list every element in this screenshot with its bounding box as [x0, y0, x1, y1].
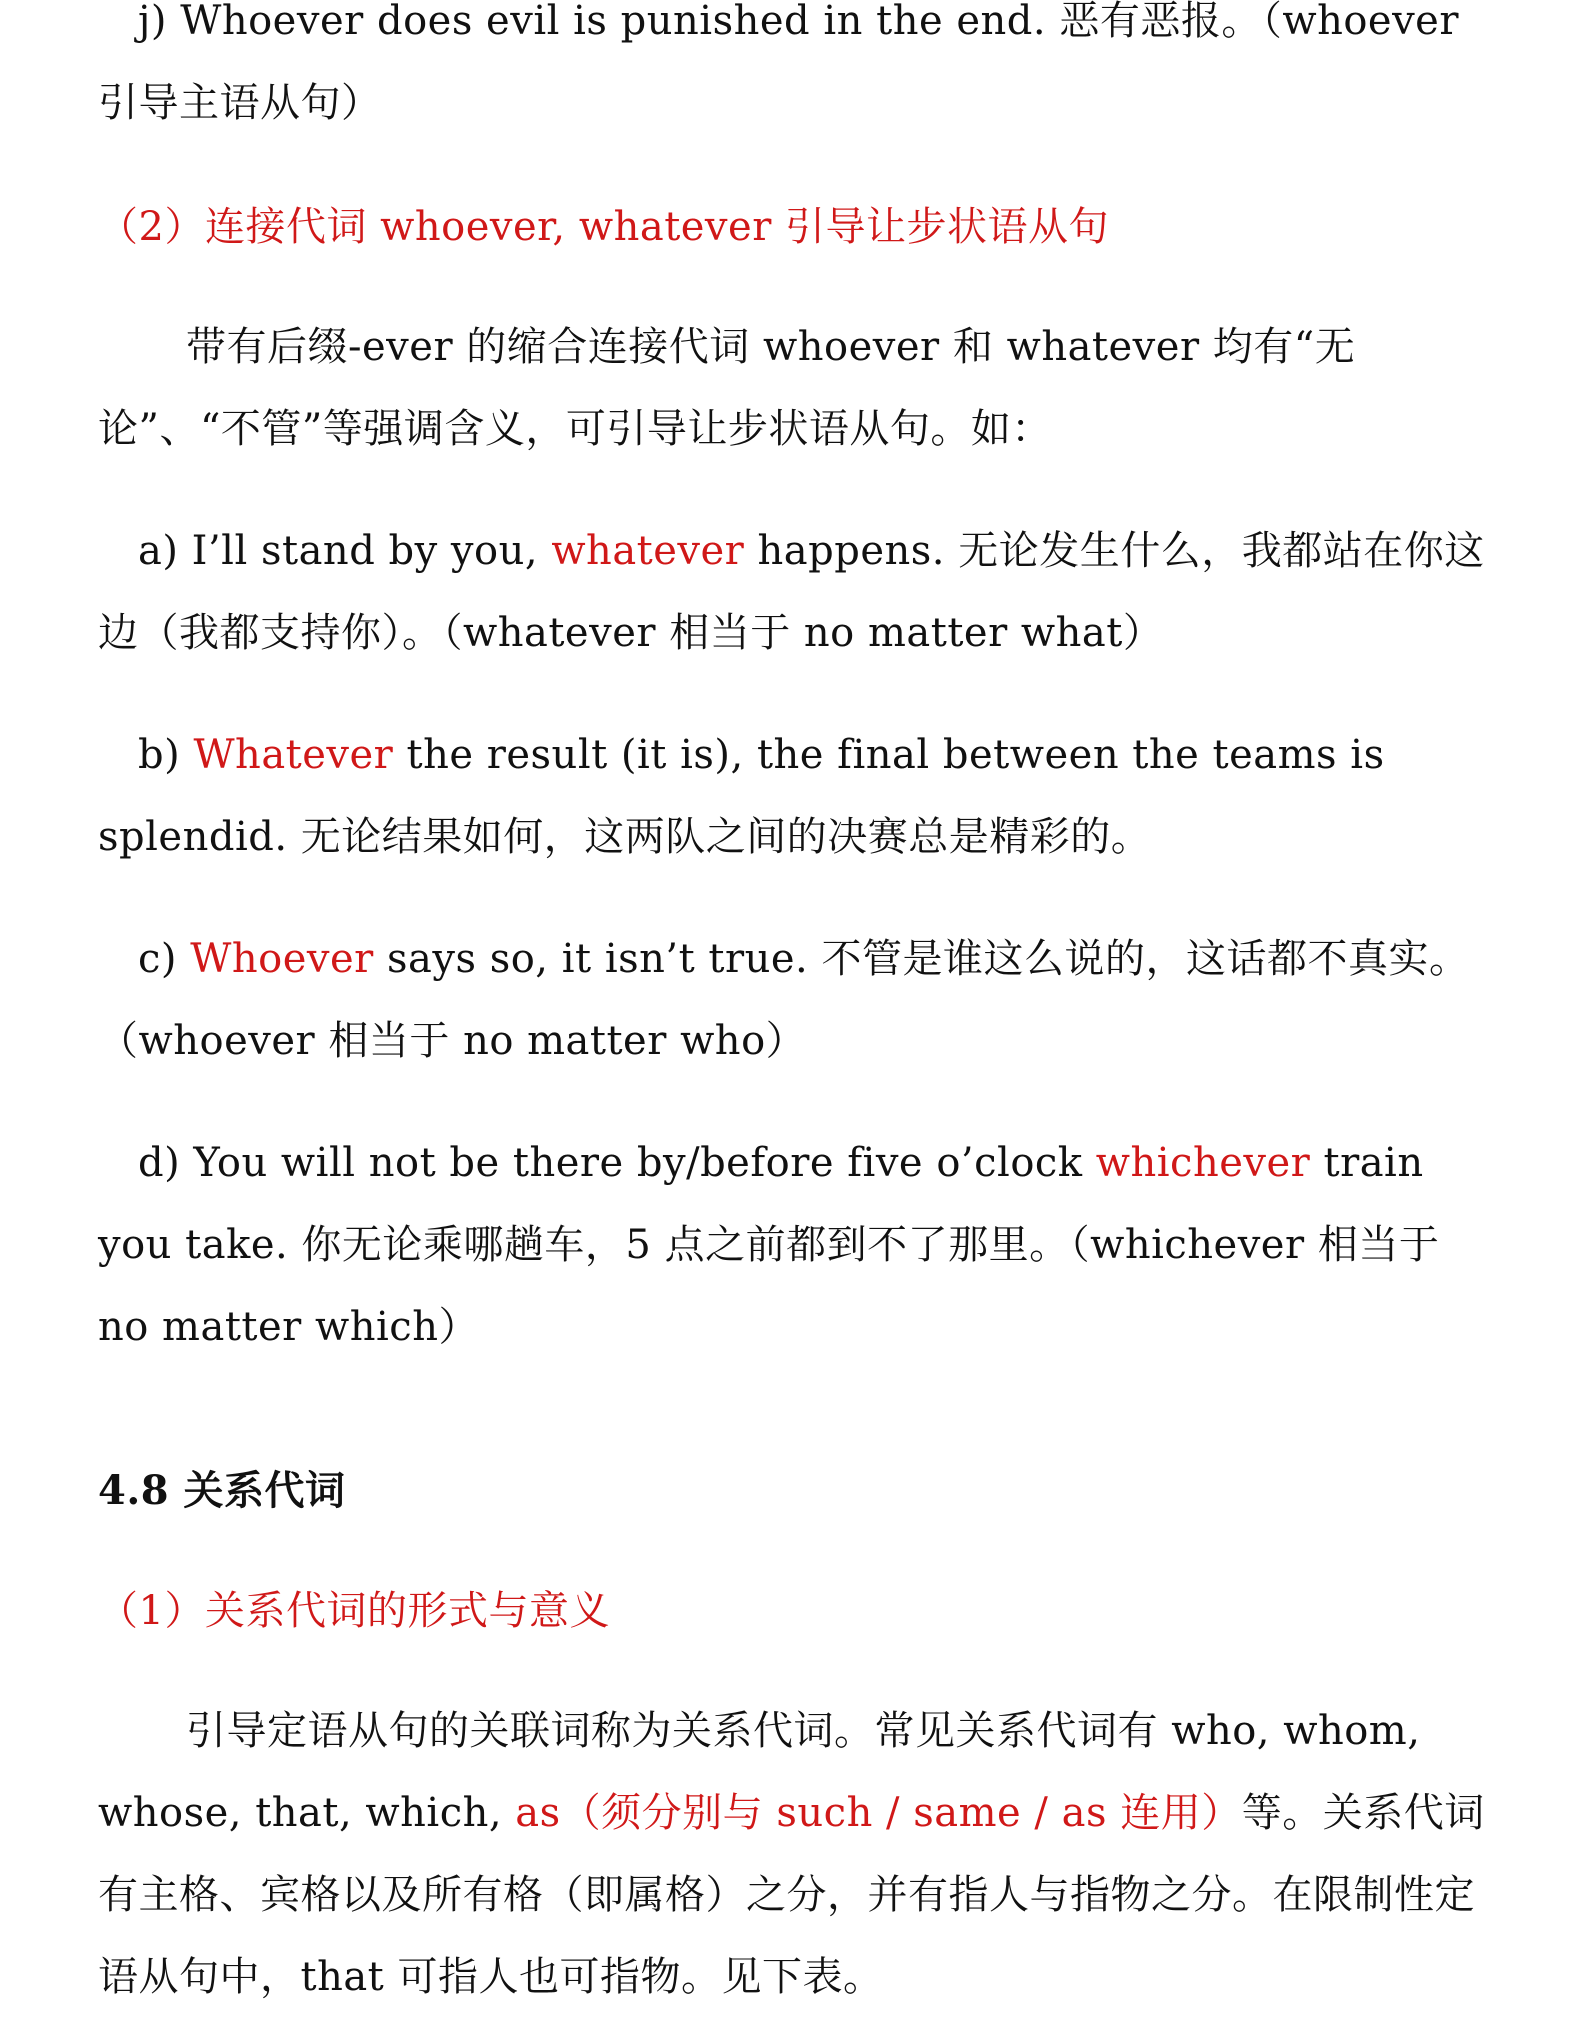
- intro-paragraph-1: [98, 1690, 1498, 2018]
- intro-paragraph-1-keyword: as（须分别与 such / same / as 连用）: [515, 1790, 1242, 1836]
- example-d-keyword: whichever: [1095, 1140, 1311, 1186]
- section-2-heading: [98, 186, 1498, 268]
- section-1-heading-text: （1）关系代词的形式与意义: [98, 1588, 610, 1634]
- example-a-keyword: whatever: [551, 528, 745, 574]
- example-b-post: the result (it is), the final between the teams is splendid. 无论结果如何，这两队之间的决赛总是精彩的。: [98, 732, 1385, 860]
- intro-paragraph-1-pre: 引导定语从句的关联词称为关系代词。常见关系代词有 who, whom, whose, that, which,: [98, 1708, 1421, 1836]
- example-a: [98, 510, 1498, 674]
- intro-paragraph-1-post: 等。关系代词有主格、宾格以及所有格（即属格）之分，并有指人与指物之分。在限制性定语从句中，that 可指人也可指物。见下表。: [98, 1790, 1485, 2000]
- section-4-8-heading-text: 4.8 关系代词: [98, 1467, 346, 1514]
- section-2-heading-text: （2）连接代词 whoever, whatever 引导让步状语从句: [98, 204, 1110, 250]
- example-c-post: says so, it isn’t true. 不管是谁这么说的，这话都不真实。: [373, 936, 1470, 982]
- example-j-text: j) Whoever does evil is punished in the end. 恶有恶报。（whoever 引导主语从句）: [98, 0, 1459, 126]
- example-d-post: train you take. 你无论乘哪趟车，5 点之前都到不了那里。（whichever 相当于 no matter which）: [98, 1140, 1440, 1350]
- example-j: [98, 0, 1498, 144]
- example-b-pre: b): [138, 732, 194, 778]
- intro-paragraph-2-text: 带有后缀-ever 的缩合连接代词 whoever 和 whatever 均有“无论”、“不管”等强调含义，可引导让步状语从句。如：: [98, 324, 1356, 452]
- section-4-8-heading: [98, 1450, 1498, 1532]
- example-b-keyword: Whatever: [193, 732, 394, 778]
- example-a-pre: a) I’ll stand by you,: [138, 528, 552, 574]
- example-b: [98, 714, 1498, 878]
- example-d-pre: d) You will not be there by/before five o’clock: [138, 1140, 1096, 1186]
- section-1-heading: [98, 1570, 1498, 1652]
- example-c-pre: c): [138, 936, 191, 982]
- example-d: [98, 1122, 1498, 1368]
- example-c-note: （whoever 相当于 no matter who）: [98, 1018, 807, 1064]
- example-a-post: happens. 无论发生什么，我都站在你这边（我都支持你）。（whatever 相当于 no matter what）: [98, 528, 1485, 656]
- intro-paragraph-2: [98, 306, 1498, 470]
- example-c-keyword: Whoever: [190, 936, 374, 982]
- example-c: [98, 918, 1498, 1082]
